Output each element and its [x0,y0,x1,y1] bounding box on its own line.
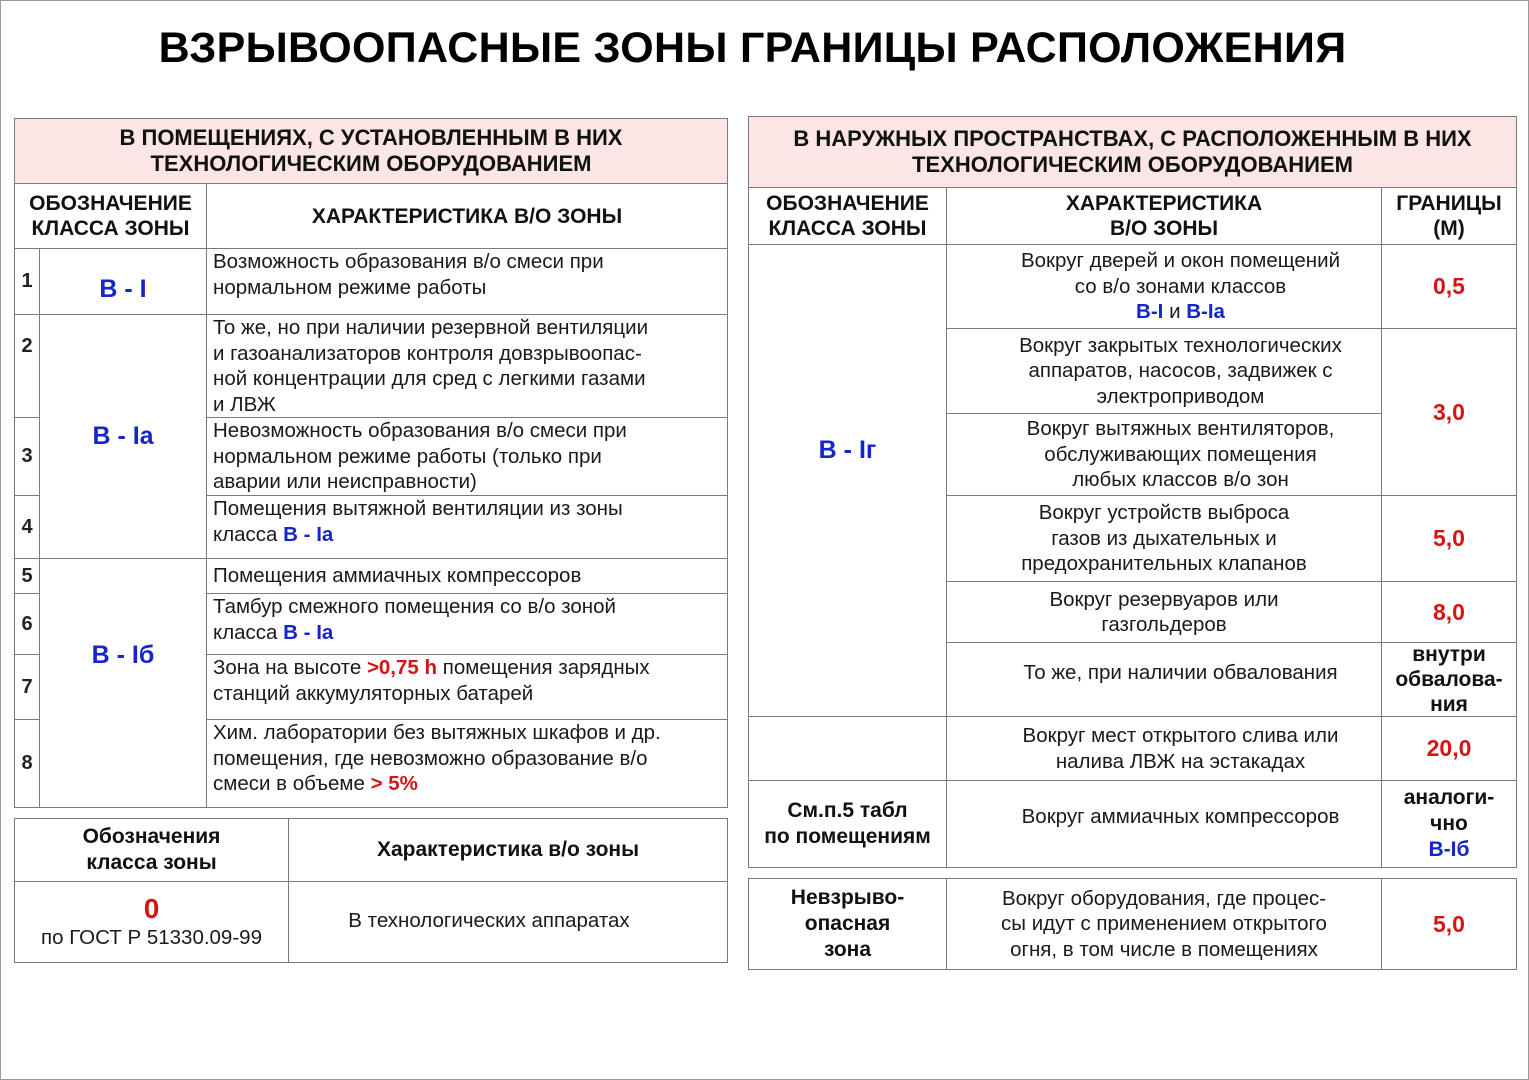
indoor-header [15,119,727,183]
text-line: Помещения аммиачных компрессоров [213,564,582,588]
zone-characteristic [207,559,727,593]
text-line: и газоанализаторов контроля довзрывоопас- [213,341,642,365]
text-line: Возможность образования в/о смеси при [213,250,604,273]
boundary-value: 8,0 [1433,598,1465,625]
zero-zone-table [14,818,728,963]
text-line: помещения, где невозможно образование в/о [213,746,648,770]
zone-characteristic [947,717,1414,780]
row-number: 1 [21,270,33,292]
class-ref: В - Iа [283,620,334,644]
zero-standard: по ГОСТ Р 51330.09-99 [41,926,262,950]
outdoor-col-bounds-line1: ГРАНИЦЫ [1396,192,1502,215]
text-line: Помещения вытяжной вентиляции из зоны [213,497,623,520]
text-line: Вокруг мест открытого слива или [1022,724,1339,747]
zero-characteristic: В технологических аппаратах [348,909,630,933]
indoor-col-class [15,184,206,248]
row-number: 3 [21,445,33,467]
nonexplosive-zone-label [749,879,946,969]
text-line: Вокруг вытяжных вентиляторов, [1026,417,1335,441]
zone-characteristic: То же, при наличии обвалования [1023,661,1338,685]
outdoor-col-char [947,188,1381,244]
nonexplosive-table [748,878,1517,970]
zero-class-cell [15,882,288,962]
text-line [213,771,418,797]
text-line: газов из дыхательных и [1051,526,1277,550]
text-prefix: смеси в объеме [213,772,371,795]
text-line: по помещениям [764,825,931,848]
zone-characteristic [207,249,727,314]
row-number: 4 [21,515,33,538]
zero-class: 0 [143,893,160,925]
text-line: любых классов в/о зон [1072,468,1289,492]
height-value: >0,75 h [366,656,438,679]
text-line: нормальном режиме работы [213,275,487,299]
text-line: ной концентрации для сред с легкими газами [213,367,646,390]
indoor-header-line2: ТЕХНОЛОГИЧЕСКИМ ОБОРУДОВАНИЕМ [150,151,592,176]
outdoor-col-class-line2: КЛАССА ЗОНЫ [768,217,927,240]
outdoor-col-char-line2: В/О ЗОНЫ [1109,217,1219,240]
text-line: аппаратов, насосов, задвижек с [1028,359,1333,383]
text-line: Вокруг устройств выброса [1038,501,1290,525]
text-line: Вокруг оборудования, где процес- [1001,886,1327,910]
boundary-value: 3,0 [1433,398,1465,425]
text-line: опасная [804,912,891,935]
text-line [213,522,333,548]
outdoor-col-class [749,188,946,244]
boundary-value: 20,0 [1426,735,1472,761]
indoor-col-class-line2: КЛАССА ЗОНЫ [31,217,190,240]
text-line: налива ЛВЖ на эстакадах [1055,749,1306,773]
zone-characteristic [947,245,1414,328]
zone-characteristic [207,496,727,558]
text-prefix: класса [213,620,284,644]
text-line: Вокруг дверей и окон помещений [1020,249,1341,273]
zone-characteristic [207,315,727,417]
text-line: предохранительных клапанов [1021,552,1307,576]
text-line: Тамбур смежного помещения со в/о зоной [213,595,616,618]
outdoor-col-bounds [1382,188,1516,244]
text-line [1136,299,1225,325]
zero-col-char: Характеристика в/о зоны [376,838,640,861]
zone-characteristic [207,720,727,807]
text-line [213,620,333,646]
text-line: Хим. лаборатории без вытяжных шкафов и др. [213,721,661,744]
boundary-value: 5,0 [1433,525,1465,551]
zone-characteristic [947,582,1381,642]
text-line: Невозможность образования в/о смеси при [213,419,627,442]
zone-characteristic [207,594,727,654]
volume-value: > 5% [370,772,418,795]
row-number: 5 [21,564,33,587]
text-prefix: Зона на высоте [213,656,367,679]
outdoor-table [748,116,1517,868]
outdoor-header [749,117,1516,187]
text-line: обслуживающих помещения [1044,442,1317,466]
class-ref: В-I [1136,300,1164,324]
zone-characteristic [207,655,727,719]
text-line: и ЛВЖ [213,392,276,416]
zone-class-label: В - I [99,274,147,303]
outdoor-header-line1: В НАРУЖНЫХ ПРОСТРАНСТВАХ, С РАСПОЛОЖЕННЫМ В НИХ [793,126,1472,151]
text-line: станций аккумуляторных батарей [213,681,534,705]
outdoor-col-bounds-line2: (М) [1433,217,1465,240]
row-number: 8 [21,752,33,774]
text-line: То же, но при наличии резервной вентиляции [213,316,649,339]
row-number: 6 [21,612,33,635]
text-line: сы идут с применением открытого [1001,912,1327,936]
text-line: Невзрыво- [790,886,905,909]
zero-col-class-line1: Обозначения [82,825,221,848]
indoor-header-line1: В ПОМЕЩЕНИЯХ, С УСТАНОВЛЕННЫМ В НИХ [119,125,623,150]
text-line: огня, в том числе в помещениях [1010,937,1318,961]
zero-col-class [15,819,288,881]
outdoor-col-char-line1: ХАРАКТЕРИСТИКА [1065,192,1263,215]
text-line: газгольдеров [1101,613,1227,636]
text-line: обвалова- [1395,668,1503,691]
row-number: 7 [21,675,33,698]
outdoor-header-line2: ТЕХНОЛОГИЧЕСКИМ ОБОРУДОВАНИЕМ [912,152,1353,177]
boundary-value [1382,781,1516,867]
zone-class-label: В - Iб [91,641,155,669]
text-line: зона [823,938,872,961]
row-number: 2 [21,334,33,357]
indoor-col-class-line1: ОБОЗНАЧЕНИЕ [29,192,192,215]
indoor-col-char: ХАРАКТЕРИСТИКА В/О ЗОНЫ [311,204,623,228]
zone-characteristic [207,418,727,495]
zone-characteristic [947,879,1381,969]
zero-col-class-line2: класса зоны [86,851,217,874]
text-line: нормальном режиме работы (только при [213,444,602,468]
zone-characteristic [947,414,1414,495]
text-line: Вокруг резервуаров или [1049,587,1279,611]
text-line [213,655,650,681]
text-line: ния [1430,693,1468,716]
text-and: и [1163,300,1187,324]
zone-class-label: В - Iа [92,422,154,450]
boundary-value: 0,5 [1433,273,1465,299]
zone-class-label: В - Iг [818,435,877,464]
text-prefix: класса [213,522,284,546]
class-ref: В-Iб [1428,838,1470,861]
class-ref: В - Iа [283,522,334,546]
text-line: См.п.5 табл [787,799,908,822]
zone-characteristic [947,329,1414,413]
text-line: электроприводом [1096,384,1265,408]
text-suffix: помещения зарядных [437,656,650,679]
text-line: Вокруг закрытых технологических [1019,333,1342,357]
boundary-value [1382,643,1516,716]
zone-characteristic [947,496,1381,581]
text-line: аналоги- [1403,786,1495,809]
text-line: внутри [1412,643,1486,666]
page-title: ВЗРЫВООПАСНЫЕ ЗОНЫ ГРАНИЦЫ РАСПОЛОЖЕНИЯ [158,24,1347,72]
zone-class-reference [749,781,946,867]
class-ref: В-Iа [1186,300,1225,324]
text-line: аварии или неисправности) [213,470,477,493]
text-line: чно [1430,812,1468,835]
indoor-table [14,118,728,808]
outdoor-col-class-line1: ОБОЗНАЧЕНИЕ [766,192,929,215]
text-line: со в/о зонами классов [1074,274,1287,298]
zone-characteristic: Вокруг аммиачных компрессоров [1021,805,1340,829]
boundary-value: 5,0 [1433,910,1465,937]
